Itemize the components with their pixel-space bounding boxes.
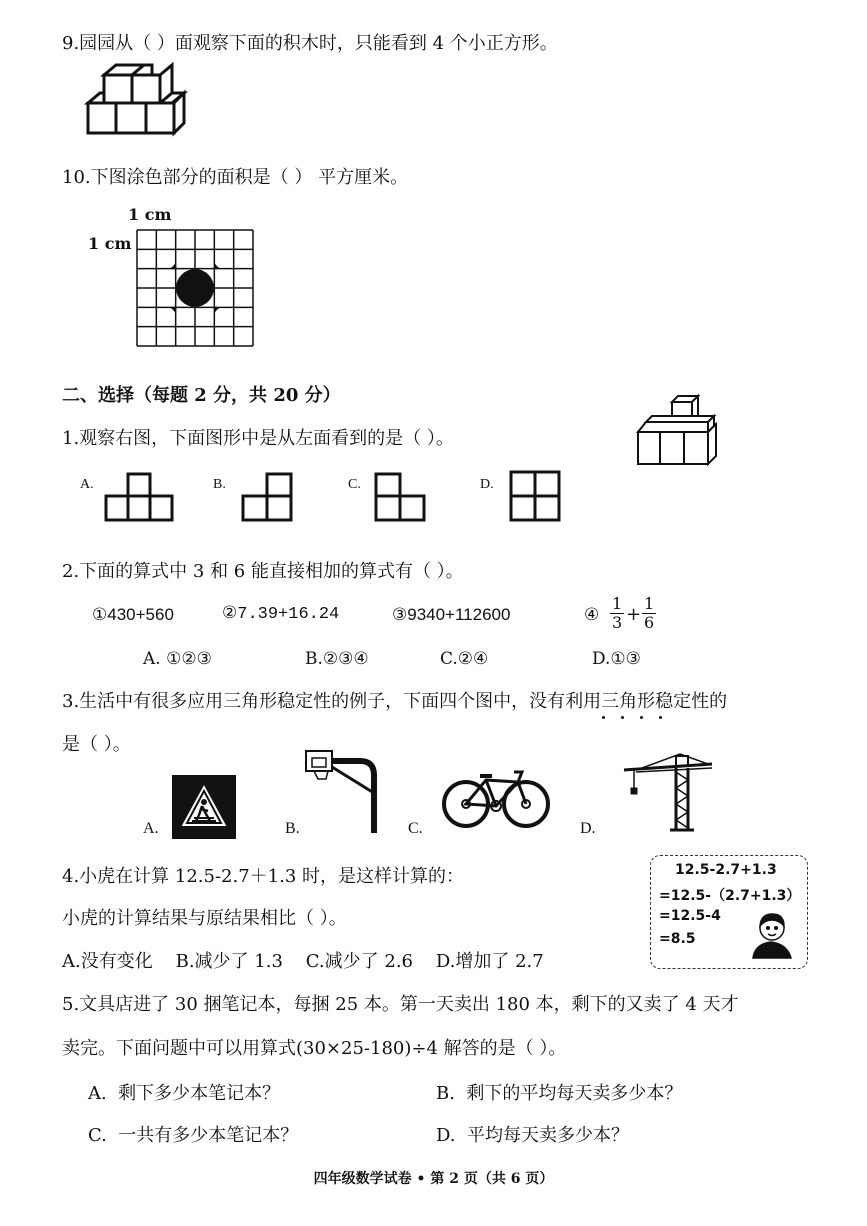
q2-expr-4: ④ xyxy=(584,605,600,624)
tower-crane-figure xyxy=(622,752,714,832)
q2-frac2-num: 1 xyxy=(644,594,655,613)
q3-option-a-label[interactable]: A. xyxy=(143,820,159,837)
question-5-text: 5.文具店进了 30 捆笔记本，每捆 25 本。第一天卖出 180 本，剩下的又卖了 4 天才 xyxy=(62,994,739,1015)
question-9-text: 9.园园从（ ）面观察下面的积木时，只能看到 4 个小正方形。 xyxy=(62,33,558,54)
q2-choice-a[interactable]: A. ①②③ xyxy=(143,649,212,669)
q2-expr-3: ③9340+112600 xyxy=(392,605,511,624)
page-footer: 四年级数学试卷 • 第 2 页（共 6 页） xyxy=(313,1171,554,1187)
calculation-card xyxy=(650,855,808,969)
boy-avatar-figure xyxy=(751,908,793,958)
calc-line-2: =12.5-（2.7+1.3） xyxy=(659,888,801,904)
q2-choice-d[interactable]: D.①③ xyxy=(592,649,641,669)
q2-frac2-den: 6 xyxy=(644,613,655,632)
q3-option-b-label[interactable]: B. xyxy=(285,820,300,837)
q2-expr-2: ②7.39+16.24 xyxy=(222,605,340,624)
emphasis-dot xyxy=(659,716,662,719)
q5-choice-b[interactable]: B. 剩下的平均每天卖多少本？ xyxy=(436,1083,683,1104)
cube-stack-figure xyxy=(82,65,192,145)
q3-option-d-label[interactable]: D. xyxy=(580,820,596,837)
q2-choice-c[interactable]: C.②④ xyxy=(440,649,489,669)
question-2-text: 2.下面的算式中 3 和 6 能直接相加的算式有（ ）。 xyxy=(62,561,464,582)
crosswalk-sign-figure xyxy=(172,775,236,839)
question-1-text: 1.观察右图，下面图形中是从左面看到的是（ ）。 xyxy=(62,428,454,449)
unit-label-top: 1 cm xyxy=(128,205,172,224)
q2-expr-1: ①430+560 xyxy=(92,605,174,624)
q5-choice-c[interactable]: C. 一共有多少本笔记本？ xyxy=(88,1125,299,1146)
section-2-title: 二、选择（每题 2 分，共 20 分） xyxy=(62,385,341,406)
q2-choice-b[interactable]: B.②③④ xyxy=(305,649,369,669)
q1-option-d-label[interactable]: D. xyxy=(480,477,494,492)
bicycle-figure xyxy=(440,768,552,830)
question-3-text: 3.生活中有很多应用三角形稳定性的例子，下面四个图中，没有利用三角形稳定性的 xyxy=(62,691,728,712)
calc-line-4: =8.5 xyxy=(659,931,696,947)
calc-line-1: 12.5-2.7+1.3 xyxy=(675,862,777,878)
q2-frac1-den: 3 xyxy=(612,613,623,632)
basketball-hoop-figure xyxy=(300,745,380,835)
q5-choice-d[interactable]: D. 平均每天卖多少本？ xyxy=(436,1125,629,1146)
question-4-choices[interactable]: A.没有变化 B.减少了 1.3 C.减少了 2.6 D.增加了 2.7 xyxy=(62,951,544,972)
unit-label-left: 1 cm xyxy=(88,234,132,253)
reference-cube-figure xyxy=(636,396,726,468)
emphasis-dot xyxy=(640,716,643,719)
q2-plus: + xyxy=(626,604,642,625)
q1-option-c-figure xyxy=(374,472,426,524)
question-4-text-cont: 小虎的计算结果与原结果相比（ ）。 xyxy=(62,908,347,929)
grid-shaded-figure xyxy=(137,230,253,346)
q1-option-b-figure xyxy=(241,472,293,522)
q5-choice-a[interactable]: A. 剩下多少本笔记本？ xyxy=(88,1083,281,1104)
emphasis-dot xyxy=(621,716,624,719)
q1-option-b-label[interactable]: B. xyxy=(213,477,226,492)
question-3-text-cont: 是（ ）。 xyxy=(62,734,131,755)
question-10-text: 10.下图涂色部分的面积是（ ） 平方厘米。 xyxy=(62,167,409,188)
q1-option-d-figure xyxy=(509,470,561,522)
question-5-text-cont: 卖完。下面问题中可以用算式(30×25-180)÷4 解答的是（ ）。 xyxy=(62,1038,567,1059)
q2-frac1-num: 1 xyxy=(612,594,623,613)
calc-line-3: =12.5-4 xyxy=(659,908,721,924)
q3-option-c-label[interactable]: C. xyxy=(408,820,423,837)
q1-option-a-label[interactable]: A. xyxy=(80,477,94,492)
q1-option-a-figure xyxy=(104,472,174,522)
q2-fraction-2 xyxy=(642,595,656,632)
q1-option-c-label[interactable]: C. xyxy=(348,477,361,492)
emphasis-dot xyxy=(602,716,605,719)
question-4-text: 4.小虎在计算 12.5-2.7＋1.3 时，是这样计算的： xyxy=(62,866,465,887)
q2-fraction-1 xyxy=(610,595,624,632)
